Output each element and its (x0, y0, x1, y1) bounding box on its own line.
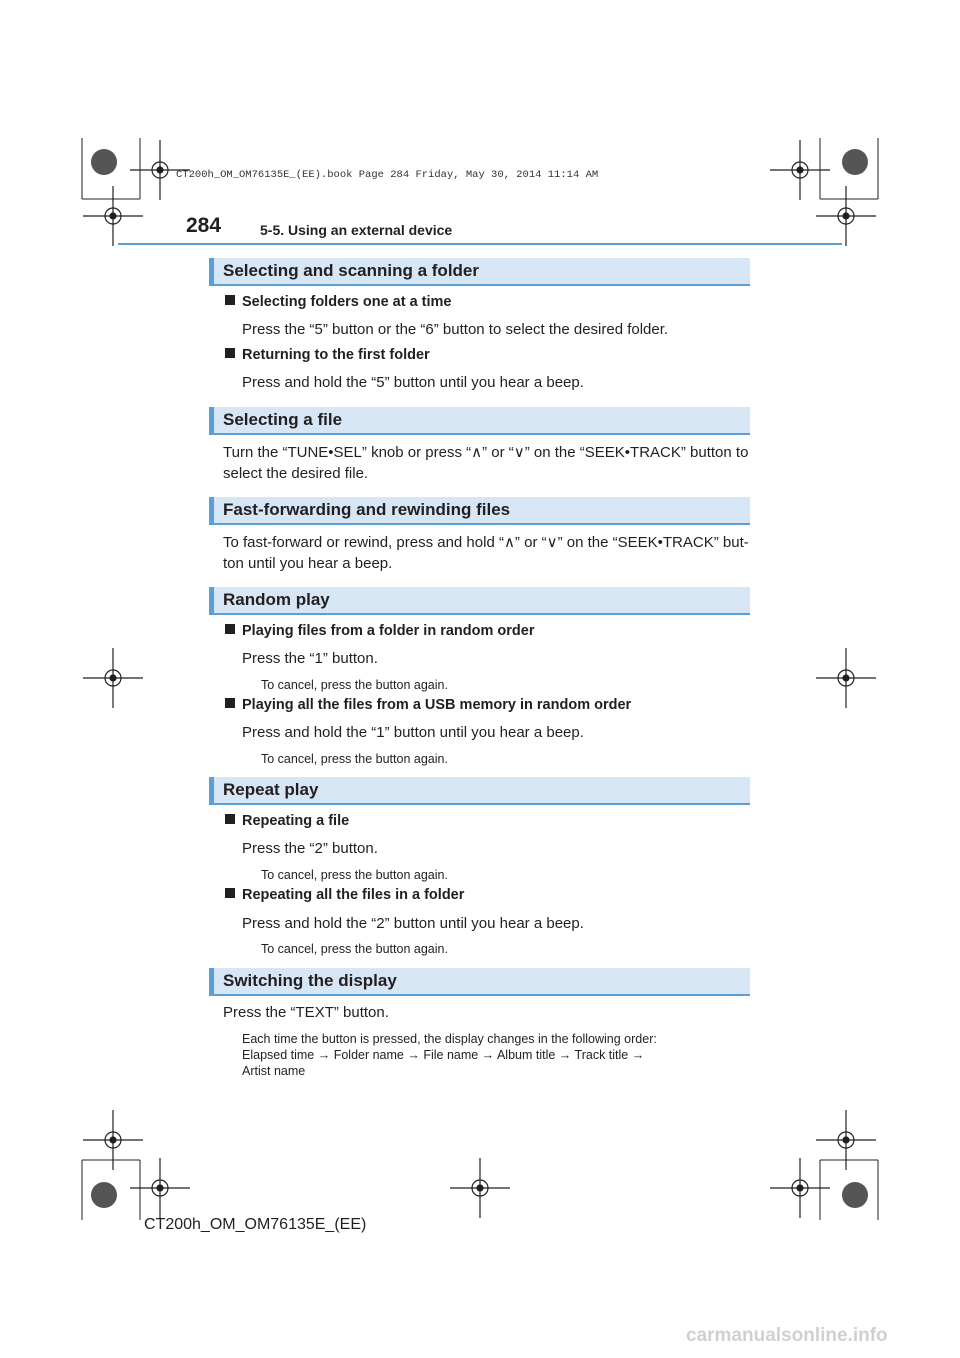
subheading: Repeating a file (225, 813, 349, 829)
print-info: CT200h_OM_OM76135E_(EE).book Page 284 Friday, May 30, 2014 11:14 AM (176, 169, 599, 181)
section-title: Fast-forwarding and rewinding files (223, 500, 511, 519)
section-heading (209, 777, 750, 805)
body-text: Press and hold the “5” button until you hear a beep. (242, 374, 584, 391)
watermark: carmanualsonline.info (686, 1325, 888, 1346)
section-heading (209, 587, 750, 615)
note-text: To cancel, press the button again. (261, 868, 448, 882)
body-text: Press and hold the “1” button until you hear a beep. (242, 724, 584, 741)
subheading: Returning to the first folder (225, 347, 430, 363)
registration-target-icon (770, 1158, 830, 1218)
body-text: Press and hold the “2” button until you hear a beep. (242, 915, 584, 932)
subheading: Selecting folders one at a time (225, 294, 452, 310)
page-number: 284 (186, 214, 222, 237)
registration-target-icon (816, 186, 876, 246)
note-line: Elapsed time → Folder name → File name → Album title → Track title → (242, 1048, 645, 1062)
body-text: Press the “TEXT” button. (223, 1004, 389, 1021)
section-heading (209, 968, 750, 996)
subheading: Playing files from a folder in random order (225, 623, 534, 639)
registration-target-icon (83, 186, 143, 246)
registration-target-icon (816, 1110, 876, 1170)
square-bullet-icon (225, 295, 235, 305)
body-text: Press the “2” button. (242, 840, 378, 857)
registration-target-icon (83, 1110, 143, 1170)
section-heading (209, 497, 750, 525)
section-title: Selecting a file (223, 410, 343, 429)
section-heading (209, 407, 750, 435)
body-text: select the desired file. (223, 465, 369, 482)
note-line: Artist name (242, 1064, 306, 1078)
registration-target-icon (770, 140, 830, 200)
square-bullet-icon (225, 888, 235, 898)
section-title: Random play (223, 590, 330, 609)
note-text: To cancel, press the button again. (261, 942, 448, 956)
section-label: 5-5. Using an external device (260, 222, 453, 238)
body-text: ton until you hear a beep. (223, 555, 393, 572)
square-bullet-icon (225, 624, 235, 634)
note-line: Each time the button is pressed, the display changes in the following order: (242, 1032, 657, 1046)
section-title: Repeat play (223, 780, 319, 799)
section-title: Selecting and scanning a folder (223, 261, 479, 280)
subheading: Playing all the files from a USB memory in random order (225, 697, 631, 713)
square-bullet-icon (225, 814, 235, 824)
square-bullet-icon (225, 348, 235, 358)
note-text: To cancel, press the button again. (261, 678, 448, 692)
body-text: Press the “1” button. (242, 650, 378, 667)
registration-target-icon (83, 648, 143, 708)
footer-code: CT200h_OM_OM76135E_(EE) (144, 1216, 367, 1233)
registration-target-icon (450, 1158, 510, 1218)
header-rule (118, 243, 842, 245)
registration-target-icon (130, 1158, 190, 1218)
note-text: To cancel, press the button again. (261, 752, 448, 766)
square-bullet-icon (225, 698, 235, 708)
body-text: Press the “5” button or the “6” button to select the desired folder. (242, 321, 669, 338)
body-text: To fast-forward or rewind, press and hold “∧” or “∨” on the “SEEK•TRACK” but- (223, 534, 749, 551)
subheading: Repeating all the files in a folder (225, 887, 464, 903)
registration-target-icon (816, 648, 876, 708)
section-heading (209, 258, 750, 286)
body-text: Turn the “TUNE•SEL” knob or press “∧” or “∨” on the “SEEK•TRACK” button to (223, 444, 749, 461)
section-title: Switching the display (223, 971, 397, 990)
